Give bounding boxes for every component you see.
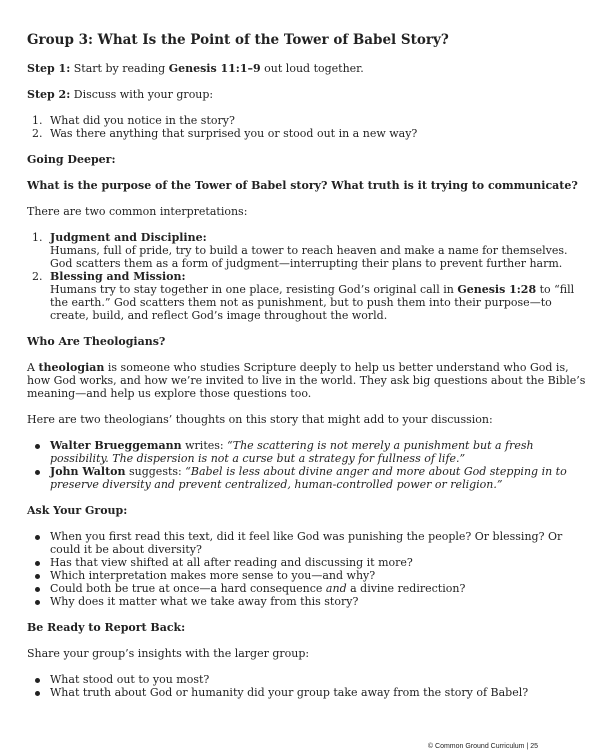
interpretation-2-title: Blessing and Mission: bbox=[50, 270, 186, 283]
quote-item: John Walton suggests: “Babel is less about divine anger and more about God stepping in to preserve diversity and prevent centralized, human-controlled power or religion.” bbox=[27, 465, 587, 491]
quote-item: Walter Brueggemann writes: “The scattering is not merely a punishment but a fresh possibility. The dispersion is not a curse but a strategy for fullness of life.” bbox=[27, 439, 587, 465]
quote-author: Walter Brueggemann bbox=[50, 439, 182, 452]
list-item: Has that view shifted at all after reading and discussing it more? bbox=[27, 556, 587, 569]
theologian-term: theologian bbox=[38, 361, 105, 374]
theologian-definition: A theologian is someone who studies Scripture deeply to help us better understand who God is, how God works, and how we’re invited to live in the world. They ask big questions about the Bible’s meaning—and help us explore those questions too. bbox=[27, 361, 586, 400]
quote-text: “The scattering is not merely a punishment but a fresh possibility. The dispersion is not a curse but a strategy for fullness of life.” bbox=[50, 439, 534, 465]
bullet-icon bbox=[35, 561, 40, 566]
theologian-intro: Here are two theologians’ thoughts on this story that might add to your discussion: bbox=[27, 413, 493, 426]
page-title: Group 3: What Is the Point of the Tower of Babel Story? bbox=[27, 32, 449, 48]
going-deeper-heading: Going Deeper: bbox=[27, 153, 116, 166]
step-2-label: Step 2: bbox=[27, 88, 71, 101]
step-1 bbox=[27, 62, 587, 75]
list-item: What stood out to you most? bbox=[27, 673, 587, 686]
list-item: 2. Was there anything that surprised you or stood out in a new way? bbox=[32, 127, 418, 140]
report-intro: Share your group’s insights with the larger group: bbox=[27, 647, 310, 660]
page-footer: © Common Ground Curriculum | 25 bbox=[427, 743, 538, 750]
bullet-icon bbox=[35, 587, 40, 592]
interpretation-2-pre: Humans try to stay together in one place, resisting God’s original call in bbox=[50, 283, 458, 296]
interpretation-2-ref: Genesis 1:28 bbox=[457, 283, 537, 296]
bullet-icon bbox=[35, 574, 40, 579]
step-2 bbox=[27, 88, 587, 101]
bullet-icon bbox=[35, 678, 40, 683]
interpretations-intro: There are two common interpretations: bbox=[27, 205, 248, 218]
quote-text: “Babel is less about divine anger and more about God stepping in to preserve diversity and prevent centralized, human-controlled power or religion.” bbox=[50, 465, 567, 491]
step-1-ref: Genesis 11:1–9 bbox=[168, 62, 261, 75]
step-1-post: out loud together. bbox=[260, 62, 364, 75]
step-1-label: Step 1: bbox=[27, 62, 71, 75]
interpretation-1: 1. Judgment and Discipline: Humans, full of pride, try to build a tower to reach heaven and make a name for themselves. God scatters them as a form of judgment—interrupting their plans to prevent further harm. bbox=[27, 231, 587, 270]
list-item: 1. What did you notice in the story? bbox=[32, 114, 235, 127]
bullet-icon bbox=[35, 444, 40, 449]
interpretation-2: 2. Blessing and Mission: Humans try to stay together in one place, resisting God’s original call in Genesis 1:28 to “fill the earth.” God scatters them not as punishment, but to push them into their purpose—to create, build, and reflect God’s image throughout the world. bbox=[27, 270, 587, 322]
theologians-heading: Who Are Theologians? bbox=[27, 335, 166, 348]
list-item: Which interpretation makes more sense to you—and why? bbox=[27, 569, 587, 582]
interpretation-1-title: Judgment and Discipline: bbox=[50, 231, 207, 244]
quotes-list bbox=[27, 439, 587, 491]
ask-heading: Ask Your Group: bbox=[27, 504, 128, 517]
interpretation-1-text: Humans, full of pride, try to build a tower to reach heaven and make a name for themselves. God scatters them as a form of judgment—interrupting their plans to prevent further harm. bbox=[50, 244, 568, 270]
ask-list bbox=[27, 530, 587, 608]
purpose-question: What is the purpose of the Tower of Babel story? What truth is it trying to communicate? bbox=[27, 179, 578, 192]
step-2-list bbox=[27, 114, 587, 140]
report-list bbox=[27, 673, 587, 699]
quote-author: John Walton bbox=[50, 465, 126, 478]
bullet-icon bbox=[35, 600, 40, 605]
list-item: Could both be true at once—a hard consequence and a divine redirection? bbox=[27, 582, 587, 595]
list-item: When you first read this text, did it feel like God was punishing the people? Or blessing? Or could it be about diversity? bbox=[27, 530, 587, 556]
interpretations-list bbox=[27, 231, 587, 322]
interpretation-2-post: to “fill the earth.” God scatters them not as punishment, but to push them into their purpose—to create, build, and reflect God’s image throughout the world. bbox=[50, 283, 575, 322]
list-item: What truth about God or humanity did your group take away from the story of Babel? bbox=[27, 686, 587, 699]
report-heading: Be Ready to Report Back: bbox=[27, 621, 186, 634]
step-1-pre: Start by reading bbox=[70, 62, 169, 75]
list-item: Why does it matter what we take away from this story? bbox=[27, 595, 587, 608]
bullet-icon bbox=[35, 691, 40, 696]
document-page bbox=[27, 32, 587, 712]
bullet-icon bbox=[35, 470, 40, 475]
step-2-text: Discuss with your group: bbox=[70, 88, 214, 101]
bullet-icon bbox=[35, 535, 40, 540]
